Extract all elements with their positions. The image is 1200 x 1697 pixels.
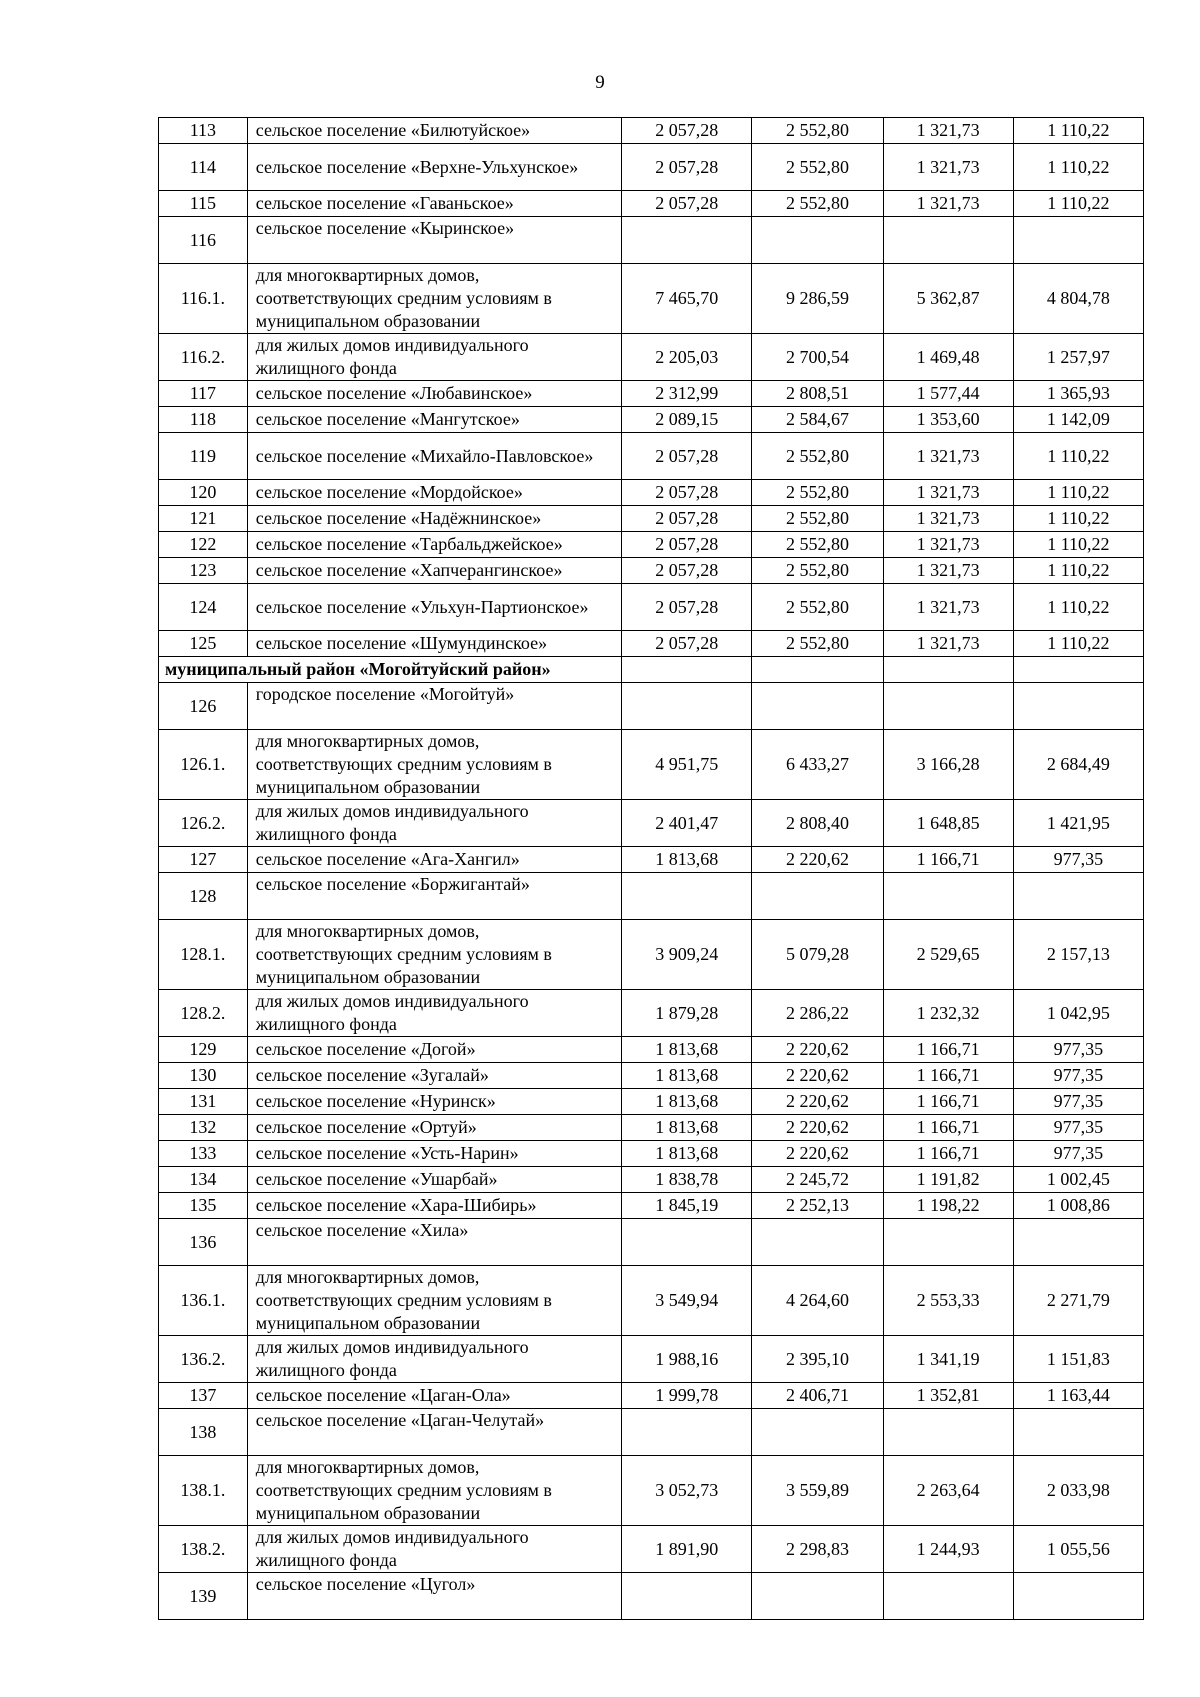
settlement-name: сельское поселение «Мангутское» <box>247 407 621 433</box>
value-col-4: 2 033,98 <box>1013 1456 1143 1526</box>
value-col-2: 2 220,62 <box>752 1141 883 1167</box>
table-row <box>159 1409 1144 1456</box>
row-number: 128.1. <box>159 920 248 990</box>
value-col-1: 1 988,16 <box>622 1336 752 1383</box>
table-row <box>159 433 1144 480</box>
row-number: 128 <box>159 873 248 920</box>
value-col-4: 1 110,22 <box>1013 506 1143 532</box>
row-number: 135 <box>159 1193 248 1219</box>
value-col-4: 1 365,93 <box>1013 381 1143 407</box>
table-row <box>159 381 1144 407</box>
value-col-3: 1 648,85 <box>883 800 1013 847</box>
value-col-1: 1 813,68 <box>622 1115 752 1141</box>
row-number: 115 <box>159 191 248 217</box>
value-col-1: 3 549,94 <box>622 1266 752 1336</box>
value-col-3: 1 321,73 <box>883 480 1013 506</box>
value-col-2: 2 220,62 <box>752 1115 883 1141</box>
table-row <box>159 191 1144 217</box>
row-number: 126 <box>159 683 248 730</box>
value-col-4: 1 257,97 <box>1013 334 1143 381</box>
table-row <box>159 1219 1144 1266</box>
value-col-2: 2 552,80 <box>752 506 883 532</box>
value-col-4 <box>1013 217 1143 264</box>
settlement-name: сельское поселение «Догой» <box>247 1037 621 1063</box>
table-row <box>159 334 1144 381</box>
table-row <box>159 1526 1144 1573</box>
row-number: 127 <box>159 847 248 873</box>
page-number: 9 <box>595 72 605 93</box>
table-row <box>159 800 1144 847</box>
row-number: 116 <box>159 217 248 264</box>
value-col-4: 1 163,44 <box>1013 1383 1143 1409</box>
value-col-2: 2 552,80 <box>752 144 883 191</box>
row-number: 114 <box>159 144 248 191</box>
value-col-4: 1 110,22 <box>1013 631 1143 657</box>
settlement-name: для многоквартирных домов, соответствующих средним условиям в муниципальном образовании <box>247 920 621 990</box>
value-col-4: 1 055,56 <box>1013 1526 1143 1573</box>
value-col-2: 2 552,80 <box>752 480 883 506</box>
table-row <box>159 1089 1144 1115</box>
table-row <box>159 1037 1144 1063</box>
settlement-name: сельское поселение «Кыринское» <box>247 217 621 264</box>
value-col-1: 1 891,90 <box>622 1526 752 1573</box>
table-row <box>159 1266 1144 1336</box>
row-number: 138.1. <box>159 1456 248 1526</box>
table-row <box>159 407 1144 433</box>
value-col-4: 1 042,95 <box>1013 990 1143 1037</box>
value-col-4: 2 157,13 <box>1013 920 1143 990</box>
value-col-2: 2 584,67 <box>752 407 883 433</box>
settlement-name: сельское поселение «Шумундинское» <box>247 631 621 657</box>
value-col-3: 1 577,44 <box>883 381 1013 407</box>
value-col-4: 1 110,22 <box>1013 532 1143 558</box>
row-number: 136.2. <box>159 1336 248 1383</box>
row-number: 120 <box>159 480 248 506</box>
value-col-1: 7 465,70 <box>622 264 752 334</box>
value-col-4: 1 110,22 <box>1013 558 1143 584</box>
value-col-4: 1 421,95 <box>1013 800 1143 847</box>
value-col-2: 2 252,13 <box>752 1193 883 1219</box>
settlement-name: для жилых домов индивидуального жилищного фонда <box>247 1526 621 1573</box>
settlement-name: сельское поселение «Ушарбай» <box>247 1167 621 1193</box>
row-number: 126.1. <box>159 730 248 800</box>
value-col-4: 1 142,09 <box>1013 407 1143 433</box>
value-col-1: 1 845,19 <box>622 1193 752 1219</box>
value-col-2: 2 552,80 <box>752 558 883 584</box>
value-col-1 <box>622 683 752 730</box>
value-col-3: 1 166,71 <box>883 1063 1013 1089</box>
value-col-3: 2 553,33 <box>883 1266 1013 1336</box>
value-col-3: 3 166,28 <box>883 730 1013 800</box>
settlement-name: для жилых домов индивидуального жилищного фонда <box>247 990 621 1037</box>
value-col-2 <box>752 873 883 920</box>
table-row <box>159 1573 1144 1620</box>
row-number: 116.2. <box>159 334 248 381</box>
table-row <box>159 1336 1144 1383</box>
table-row <box>159 558 1144 584</box>
value-col-3: 1 321,73 <box>883 433 1013 480</box>
value-col-1: 2 401,47 <box>622 800 752 847</box>
value-col-2: 3 559,89 <box>752 1456 883 1526</box>
table-row <box>159 264 1144 334</box>
value-col-1 <box>622 873 752 920</box>
value-col-2: 2 700,54 <box>752 334 883 381</box>
value-col-4 <box>1013 1219 1143 1266</box>
table-row <box>159 1063 1144 1089</box>
value-col-2: 2 220,62 <box>752 1089 883 1115</box>
row-number: 129 <box>159 1037 248 1063</box>
value-col-4: 977,35 <box>1013 1089 1143 1115</box>
value-col-2: 2 552,80 <box>752 191 883 217</box>
value-col-3: 1 353,60 <box>883 407 1013 433</box>
value-col-2: 2 220,62 <box>752 1037 883 1063</box>
value-col-2: 2 808,51 <box>752 381 883 407</box>
value-col-2: 2 552,80 <box>752 532 883 558</box>
value-col-1: 2 312,99 <box>622 381 752 407</box>
row-number: 116.1. <box>159 264 248 334</box>
tariff-table-body <box>159 118 1144 1620</box>
value-col-3: 1 166,71 <box>883 1037 1013 1063</box>
empty-cell <box>1013 657 1143 683</box>
value-col-3 <box>883 1573 1013 1620</box>
settlement-name: городское поселение «Могойтуй» <box>247 683 621 730</box>
table-row <box>159 1141 1144 1167</box>
settlement-name: сельское поселение «Ага-Хангил» <box>247 847 621 873</box>
value-col-1: 1 813,68 <box>622 1037 752 1063</box>
value-col-3: 1 166,71 <box>883 1115 1013 1141</box>
row-number: 134 <box>159 1167 248 1193</box>
row-number: 136.1. <box>159 1266 248 1336</box>
settlement-name: сельское поселение «Надёжнинское» <box>247 506 621 532</box>
value-col-2 <box>752 1409 883 1456</box>
settlement-name: сельское поселение «Ортуй» <box>247 1115 621 1141</box>
value-col-3 <box>883 1219 1013 1266</box>
value-col-3: 1 341,19 <box>883 1336 1013 1383</box>
value-col-2: 2 406,71 <box>752 1383 883 1409</box>
value-col-2: 6 433,27 <box>752 730 883 800</box>
tariff-table <box>158 117 1144 1620</box>
value-col-4: 1 002,45 <box>1013 1167 1143 1193</box>
settlement-name: сельское поселение «Гаваньское» <box>247 191 621 217</box>
value-col-4: 1 110,22 <box>1013 433 1143 480</box>
value-col-1: 2 057,28 <box>622 118 752 144</box>
table-row <box>159 847 1144 873</box>
value-col-4: 977,35 <box>1013 1063 1143 1089</box>
settlement-name: для многоквартирных домов, соответствующих средним условиям в муниципальном образовании <box>247 264 621 334</box>
value-col-1: 1 879,28 <box>622 990 752 1037</box>
value-col-3 <box>883 217 1013 264</box>
value-col-2: 2 395,10 <box>752 1336 883 1383</box>
settlement-name: сельское поселение «Мордойское» <box>247 480 621 506</box>
value-col-1: 1 813,68 <box>622 1089 752 1115</box>
table-row <box>159 873 1144 920</box>
row-number: 130 <box>159 1063 248 1089</box>
table-row <box>159 1167 1144 1193</box>
value-col-2: 2 286,22 <box>752 990 883 1037</box>
table-row <box>159 1383 1144 1409</box>
row-number: 113 <box>159 118 248 144</box>
row-number: 136 <box>159 1219 248 1266</box>
settlement-name: сельское поселение «Хапчерангинское» <box>247 558 621 584</box>
value-col-3: 1 321,73 <box>883 144 1013 191</box>
row-number: 119 <box>159 433 248 480</box>
row-number: 137 <box>159 1383 248 1409</box>
table-row <box>159 480 1144 506</box>
settlement-name: сельское поселение «Цугол» <box>247 1573 621 1620</box>
value-col-4 <box>1013 873 1143 920</box>
table-row <box>159 217 1144 264</box>
district-name: муниципальный район «Могойтуйский район» <box>159 657 622 683</box>
row-number: 139 <box>159 1573 248 1620</box>
value-col-3: 1 469,48 <box>883 334 1013 381</box>
row-number: 124 <box>159 584 248 631</box>
settlement-name: сельское поселение «Боржигантай» <box>247 873 621 920</box>
value-col-1 <box>622 1573 752 1620</box>
settlement-name: сельское поселение «Цаган-Челутай» <box>247 1409 621 1456</box>
value-col-1: 2 057,28 <box>622 558 752 584</box>
table-row <box>159 506 1144 532</box>
value-col-3 <box>883 1409 1013 1456</box>
value-col-2: 2 298,83 <box>752 1526 883 1573</box>
settlement-name: для многоквартирных домов, соответствующих средним условиям в муниципальном образовании <box>247 1266 621 1336</box>
value-col-4: 977,35 <box>1013 1115 1143 1141</box>
row-number: 121 <box>159 506 248 532</box>
value-col-4: 1 110,22 <box>1013 118 1143 144</box>
value-col-3: 1 166,71 <box>883 1141 1013 1167</box>
value-col-3: 1 166,71 <box>883 1089 1013 1115</box>
row-number: 132 <box>159 1115 248 1141</box>
value-col-2: 2 220,62 <box>752 1063 883 1089</box>
settlement-name: сельское поселение «Верхне-Ульхунское» <box>247 144 621 191</box>
row-number: 122 <box>159 532 248 558</box>
settlement-name: сельское поселение «Нуринск» <box>247 1089 621 1115</box>
district-header-row <box>159 657 1144 683</box>
value-col-1: 2 205,03 <box>622 334 752 381</box>
row-number: 133 <box>159 1141 248 1167</box>
row-number: 138.2. <box>159 1526 248 1573</box>
row-number: 128.2. <box>159 990 248 1037</box>
value-col-2: 4 264,60 <box>752 1266 883 1336</box>
empty-cell <box>752 657 883 683</box>
value-col-1 <box>622 217 752 264</box>
settlement-name: сельское поселение «Зугалай» <box>247 1063 621 1089</box>
table-row <box>159 1456 1144 1526</box>
value-col-1: 3 909,24 <box>622 920 752 990</box>
value-col-4: 2 684,49 <box>1013 730 1143 800</box>
value-col-1: 2 057,28 <box>622 631 752 657</box>
settlement-name: сельское поселение «Тарбальджейское» <box>247 532 621 558</box>
table-row <box>159 584 1144 631</box>
table-row <box>159 1115 1144 1141</box>
value-col-3 <box>883 683 1013 730</box>
table-row <box>159 1193 1144 1219</box>
value-col-4 <box>1013 1409 1143 1456</box>
table-row <box>159 631 1144 657</box>
value-col-4: 977,35 <box>1013 1037 1143 1063</box>
value-col-1: 1 813,68 <box>622 1063 752 1089</box>
value-col-1: 1 813,68 <box>622 847 752 873</box>
value-col-3: 5 362,87 <box>883 264 1013 334</box>
value-col-3: 2 263,64 <box>883 1456 1013 1526</box>
value-col-2 <box>752 1573 883 1620</box>
value-col-3: 1 321,73 <box>883 532 1013 558</box>
table-row <box>159 920 1144 990</box>
table-row <box>159 532 1144 558</box>
value-col-3: 1 321,73 <box>883 584 1013 631</box>
settlement-name: сельское поселение «Цаган-Ола» <box>247 1383 621 1409</box>
value-col-2 <box>752 217 883 264</box>
value-col-1: 1 999,78 <box>622 1383 752 1409</box>
settlement-name: сельское поселение «Усть-Нарин» <box>247 1141 621 1167</box>
value-col-4 <box>1013 683 1143 730</box>
value-col-3: 1 166,71 <box>883 847 1013 873</box>
value-col-1: 2 057,28 <box>622 480 752 506</box>
settlement-name: для жилых домов индивидуального жилищного фонда <box>247 1336 621 1383</box>
value-col-2: 2 552,80 <box>752 631 883 657</box>
value-col-4: 1 151,83 <box>1013 1336 1143 1383</box>
value-col-3: 1 198,22 <box>883 1193 1013 1219</box>
table-row <box>159 118 1144 144</box>
settlement-name: сельское поселение «Хара-Шибирь» <box>247 1193 621 1219</box>
value-col-2 <box>752 1219 883 1266</box>
value-col-1: 2 057,28 <box>622 532 752 558</box>
value-col-3 <box>883 873 1013 920</box>
settlement-name: для жилых домов индивидуального жилищного фонда <box>247 334 621 381</box>
value-col-2: 2 220,62 <box>752 847 883 873</box>
row-number: 117 <box>159 381 248 407</box>
row-number: 126.2. <box>159 800 248 847</box>
empty-cell <box>883 657 1013 683</box>
row-number: 118 <box>159 407 248 433</box>
value-col-3: 1 352,81 <box>883 1383 1013 1409</box>
value-col-4 <box>1013 1573 1143 1620</box>
row-number: 131 <box>159 1089 248 1115</box>
value-col-1: 3 052,73 <box>622 1456 752 1526</box>
value-col-1: 2 057,28 <box>622 144 752 191</box>
value-col-2: 2 552,80 <box>752 584 883 631</box>
value-col-2: 9 286,59 <box>752 264 883 334</box>
table-row <box>159 683 1144 730</box>
value-col-4: 1 110,22 <box>1013 144 1143 191</box>
settlement-name: для многоквартирных домов, соответствующих средним условиям в муниципальном образовании <box>247 1456 621 1526</box>
value-col-3: 1 321,73 <box>883 506 1013 532</box>
settlement-name: сельское поселение «Михайло-Павловское» <box>247 433 621 480</box>
table-row <box>159 730 1144 800</box>
value-col-2 <box>752 683 883 730</box>
value-col-4: 1 110,22 <box>1013 191 1143 217</box>
value-col-1: 1 813,68 <box>622 1141 752 1167</box>
value-col-4: 1 110,22 <box>1013 584 1143 631</box>
value-col-1: 2 089,15 <box>622 407 752 433</box>
value-col-3: 1 321,73 <box>883 191 1013 217</box>
value-col-1 <box>622 1409 752 1456</box>
settlement-name: сельское поселение «Билютуйское» <box>247 118 621 144</box>
value-col-1: 2 057,28 <box>622 506 752 532</box>
value-col-4: 1 110,22 <box>1013 480 1143 506</box>
settlement-name: сельское поселение «Хила» <box>247 1219 621 1266</box>
row-number: 123 <box>159 558 248 584</box>
value-col-1: 2 057,28 <box>622 433 752 480</box>
value-col-3: 2 529,65 <box>883 920 1013 990</box>
value-col-1: 4 951,75 <box>622 730 752 800</box>
settlement-name: сельское поселение «Ульхун-Партионское» <box>247 584 621 631</box>
value-col-1: 2 057,28 <box>622 191 752 217</box>
settlement-name: для жилых домов индивидуального жилищного фонда <box>247 800 621 847</box>
value-col-2: 2 245,72 <box>752 1167 883 1193</box>
value-col-2: 5 079,28 <box>752 920 883 990</box>
settlement-name: сельское поселение «Любавинское» <box>247 381 621 407</box>
value-col-2: 2 808,40 <box>752 800 883 847</box>
value-col-3: 1 191,82 <box>883 1167 1013 1193</box>
value-col-1 <box>622 1219 752 1266</box>
table-row <box>159 144 1144 191</box>
value-col-4: 4 804,78 <box>1013 264 1143 334</box>
table-row <box>159 990 1144 1037</box>
value-col-3: 1 321,73 <box>883 558 1013 584</box>
value-col-1: 1 838,78 <box>622 1167 752 1193</box>
empty-cell <box>622 657 752 683</box>
value-col-4: 1 008,86 <box>1013 1193 1143 1219</box>
value-col-3: 1 244,93 <box>883 1526 1013 1573</box>
value-col-3: 1 232,32 <box>883 990 1013 1037</box>
value-col-4: 977,35 <box>1013 847 1143 873</box>
value-col-2: 2 552,80 <box>752 118 883 144</box>
settlement-name: для многоквартирных домов, соответствующих средним условиям в муниципальном образовании <box>247 730 621 800</box>
value-col-3: 1 321,73 <box>883 631 1013 657</box>
row-number: 125 <box>159 631 248 657</box>
row-number: 138 <box>159 1409 248 1456</box>
value-col-4: 2 271,79 <box>1013 1266 1143 1336</box>
value-col-1: 2 057,28 <box>622 584 752 631</box>
value-col-4: 977,35 <box>1013 1141 1143 1167</box>
value-col-3: 1 321,73 <box>883 118 1013 144</box>
value-col-2: 2 552,80 <box>752 433 883 480</box>
